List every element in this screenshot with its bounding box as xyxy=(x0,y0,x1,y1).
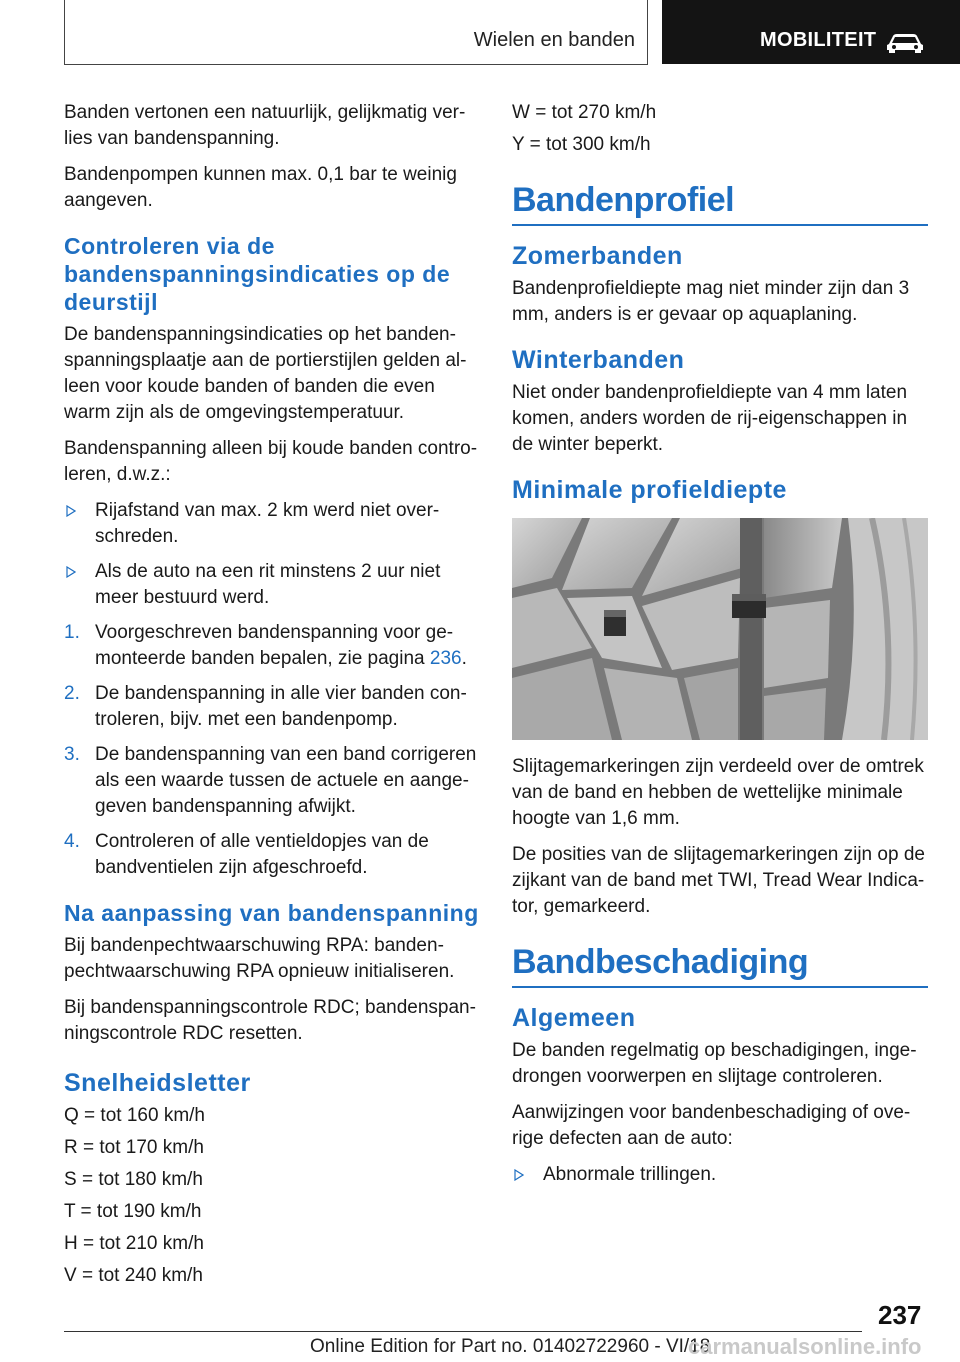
page-link[interactable]: 236 xyxy=(429,648,462,669)
paragraph: De bandenspanningsindicaties op het bandenspanningsplaatje aan de portierstijlen gelden alleen voor koude banden of banden die even warm zijn als de omgevingstemperatuur. xyxy=(64,324,467,423)
speed-rating: W = tot 270 km/h xyxy=(512,102,657,123)
watermark-brand: carmanualsonline.info xyxy=(688,1334,922,1359)
speed-rating: V = tot 240 km/h xyxy=(64,1265,203,1286)
paragraph: Bij bandenpechtwaarschuwing RPA: bandenpechtwaarschuwing RPA opnieuw initialiseren. xyxy=(64,935,455,982)
paragraph: Niet onder bandenprofieldiepte van 4 mm laten komen, anders worden de rij-eigenschappen in de winter beperkt. xyxy=(512,382,908,455)
step-number: 3. xyxy=(64,744,80,765)
step-text: De bandenspanning van een band corrigeren als een waarde tussen de actuele en aangegeven bandenspanning afwijkt. xyxy=(95,744,477,817)
heading-winter-tires: Winterbanden xyxy=(512,346,685,374)
list-item xyxy=(64,681,482,733)
page-number: 237 xyxy=(878,1300,922,1330)
paragraph: Banden vertonen een natuurlijk, gelijkmatig verlies van bandenspanning. xyxy=(64,102,466,149)
step-text: De bandenspanning in alle vier banden controleren, bijv. met een bandenpomp. xyxy=(95,683,467,730)
step-number: 4. xyxy=(64,831,80,852)
bullet-list xyxy=(64,498,482,611)
heading-general: Algemeen xyxy=(512,1004,636,1032)
tread-wear-indicator-image xyxy=(512,518,928,740)
heading-speed-letter: Snelheidsletter xyxy=(64,1069,251,1097)
paragraph: Bandenpompen kunnen max. 0,1 bar te weinig aangeven. xyxy=(64,164,457,211)
list-item xyxy=(64,829,482,881)
numbered-list xyxy=(64,620,482,881)
list-item-text: Rijafstand van max. 2 km werd niet overschreden. xyxy=(95,500,440,547)
triangle-bullet-icon xyxy=(66,566,76,578)
header-rule xyxy=(64,64,648,65)
heading-summer-tires: Zomerbanden xyxy=(512,242,683,270)
list-item-text: Abnormale trillingen. xyxy=(543,1164,717,1185)
paragraph: Aanwijzingen voor bandenbeschadiging of overige defecten aan de auto: xyxy=(512,1102,911,1149)
chapter-title: MOBILITEIT xyxy=(760,29,877,51)
list-item-text: Als de auto na een rit minstens 2 uur niet meer bestuurd werd. xyxy=(95,561,441,608)
heading-tread-profile: Bandenprofiel xyxy=(512,181,735,219)
heading-rule xyxy=(512,224,928,226)
step-number: 2. xyxy=(64,683,80,704)
speed-rating: T = tot 190 km/h xyxy=(64,1201,202,1222)
speed-rating: S = tot 180 km/h xyxy=(64,1169,203,1190)
step-text-end: . xyxy=(461,648,467,669)
list-item xyxy=(64,742,482,820)
paragraph: Slijtagemarkeringen zijn verdeeld over de omtrek van de band en hebben de wettelijke minimale hoogte van 1,6 mm. xyxy=(512,756,924,829)
paragraph: Bij bandenspanningscontrole RDC; bandenspanningscontrole RDC resetten. xyxy=(64,997,476,1044)
triangle-bullet-icon xyxy=(66,505,76,517)
step-number: 1. xyxy=(64,622,80,643)
heading-rule xyxy=(512,986,928,988)
list-item xyxy=(512,1162,928,1188)
edition-note: Online Edition for Part no. 01402722960 - VI/18 xyxy=(310,1336,711,1357)
heading-min-tread: Minimale profieldiepte xyxy=(512,476,787,504)
heading-tire-damage: Bandbeschadiging xyxy=(512,943,809,981)
speed-rating: R = tot 170 km/h xyxy=(64,1137,204,1158)
paragraph: Bandenprofieldiepte mag niet minder zijn dan 3 mm, anders is er gevaar op aquaplaning. xyxy=(512,278,910,325)
step-text: Voorgeschreven bandenspanning voor gemonteerde banden bepalen, zie pagina xyxy=(95,622,454,669)
car-icon xyxy=(885,30,925,54)
right-column xyxy=(512,100,928,1197)
heading-check-door: Controleren via de bandenspanningsindicaties op de deurstijl xyxy=(64,233,451,315)
left-column xyxy=(64,100,482,1295)
step-text: Controleren of alle ventieldopjes van de bandventielen zijn afgeschroefd. xyxy=(95,831,429,878)
bullet-list xyxy=(512,1162,928,1188)
heading-after-adjust: Na aanpassing van bandenspanning xyxy=(64,900,479,926)
section-title: Wielen en banden xyxy=(473,29,635,51)
paragraph: De posities van de slijtagemarkeringen zijn op de zijkant van de band met TWI, Tread Wear Indicator, gemarkeerd. xyxy=(512,844,925,917)
footer-rule xyxy=(64,1331,862,1332)
speed-rating: Q = tot 160 km/h xyxy=(64,1105,205,1126)
paragraph: Bandenspanning alleen bij koude banden controleren, d.w.z.: xyxy=(64,438,478,485)
list-item xyxy=(64,498,482,550)
speed-rating: H = tot 210 km/h xyxy=(64,1233,204,1254)
speed-rating: Y = tot 300 km/h xyxy=(512,134,651,155)
list-item xyxy=(64,620,482,672)
paragraph: De banden regelmatig op beschadigingen, ingedrongen voorwerpen en slijtage controleren. xyxy=(512,1040,917,1087)
triangle-bullet-icon xyxy=(514,1169,524,1181)
list-item xyxy=(64,559,482,611)
